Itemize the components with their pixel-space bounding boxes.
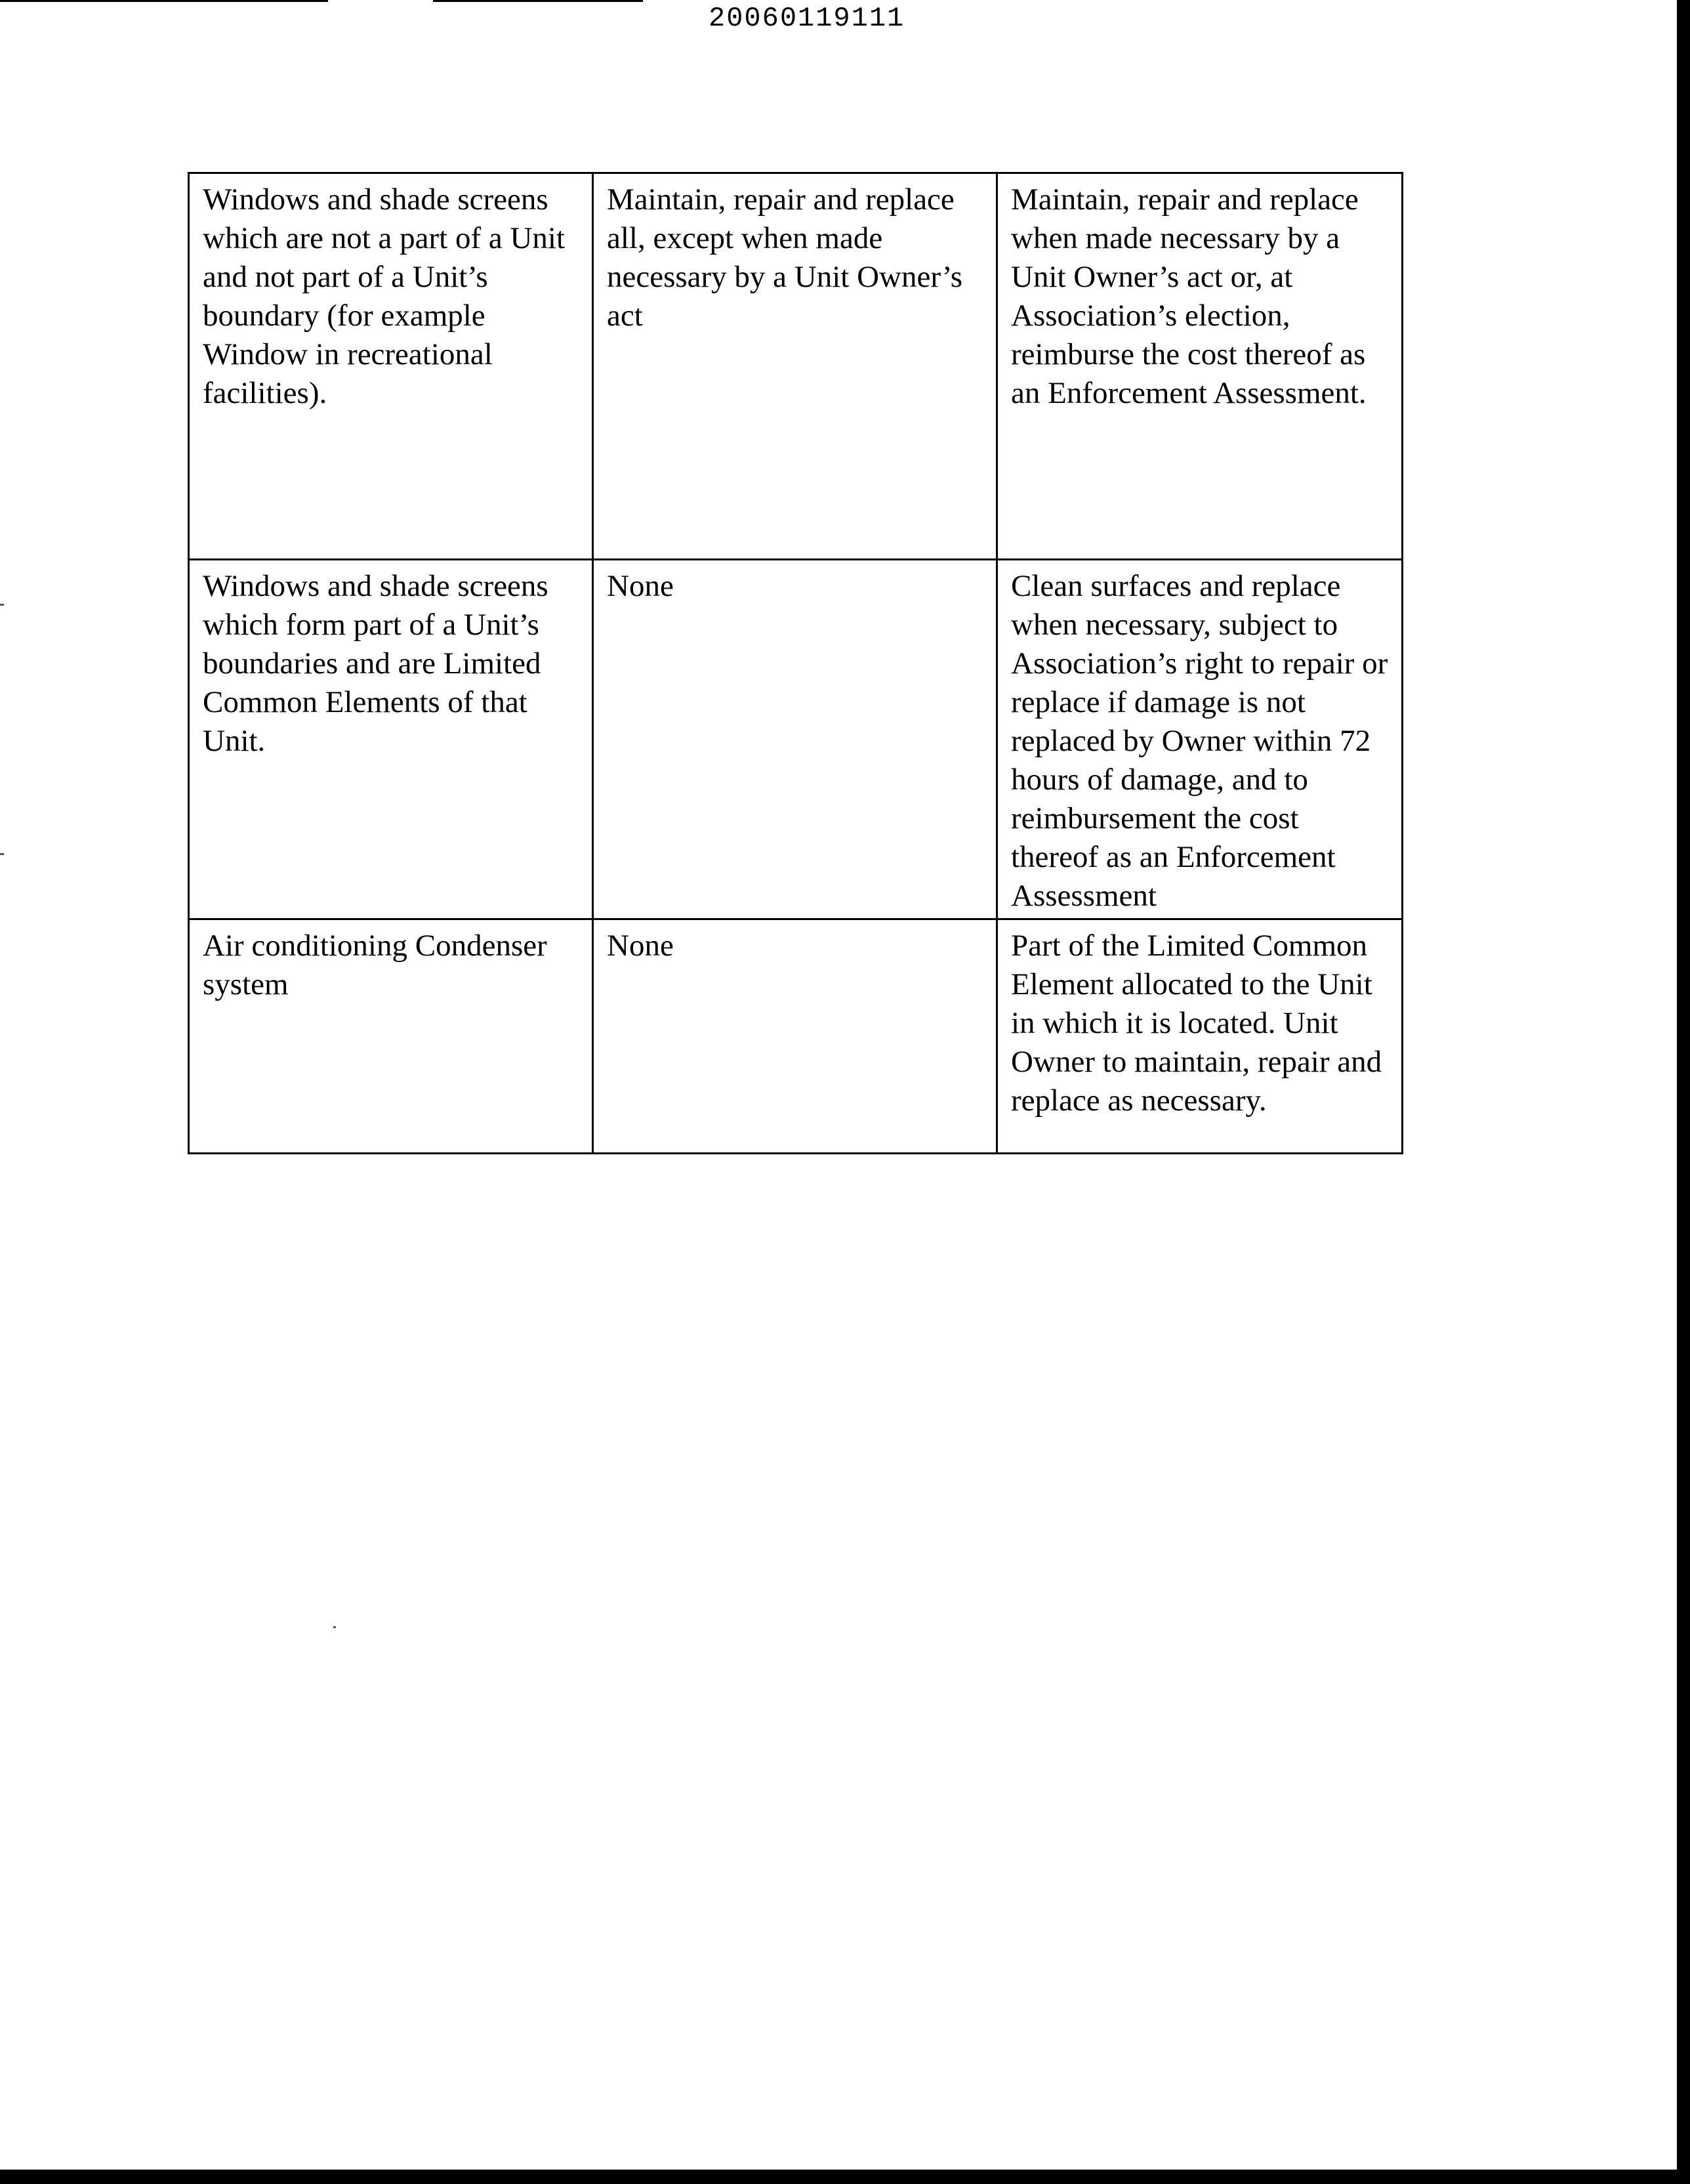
- scan-border-bottom: [0, 2170, 1690, 2184]
- scan-speck: [0, 853, 4, 855]
- association-cell: None: [593, 919, 997, 1154]
- scan-top-rule: [433, 0, 643, 2]
- document-number: 20060119111: [709, 3, 905, 34]
- scan-speck: [0, 604, 4, 606]
- owner-cell: Maintain, repair and replace when made necessary by a Unit Owner’s act or, at Association’s election, reimburse the cost thereof as an Enforcement Assessment.: [997, 173, 1403, 560]
- table-row: [189, 173, 1403, 560]
- item-cell: Windows and shade screens which are not a part of a Unit and not part of a Unit’s boundary (for example Window in recreational facilities).: [189, 173, 593, 560]
- owner-cell: Part of the Limited Common Element allocated to the Unit in which it is located. Unit Owner to maintain, repair and replace as necessary.: [997, 919, 1403, 1154]
- association-cell: Maintain, repair and replace all, except when made necessary by a Unit Owner’s act: [593, 173, 997, 560]
- scan-border-right: [1677, 0, 1690, 2184]
- association-cell: None: [593, 560, 997, 919]
- owner-cell: Clean surfaces and replace when necessary, subject to Association’s right to repair or replace if damage is not replaced by Owner within 72 hours of damage, and to reimbursement the cost thereof as an Enforcement Assessment: [997, 560, 1403, 919]
- table-row: [189, 919, 1403, 1154]
- scan-speck: [333, 1626, 336, 1628]
- maintenance-responsibility-table: [188, 172, 1403, 1154]
- table-row: [189, 560, 1403, 919]
- item-cell: Air conditioning Condenser system: [189, 919, 593, 1154]
- item-cell: Windows and shade screens which form part of a Unit’s boundaries and are Limited Common Elements of that Unit.: [189, 560, 593, 919]
- scan-top-rule: [0, 0, 328, 2]
